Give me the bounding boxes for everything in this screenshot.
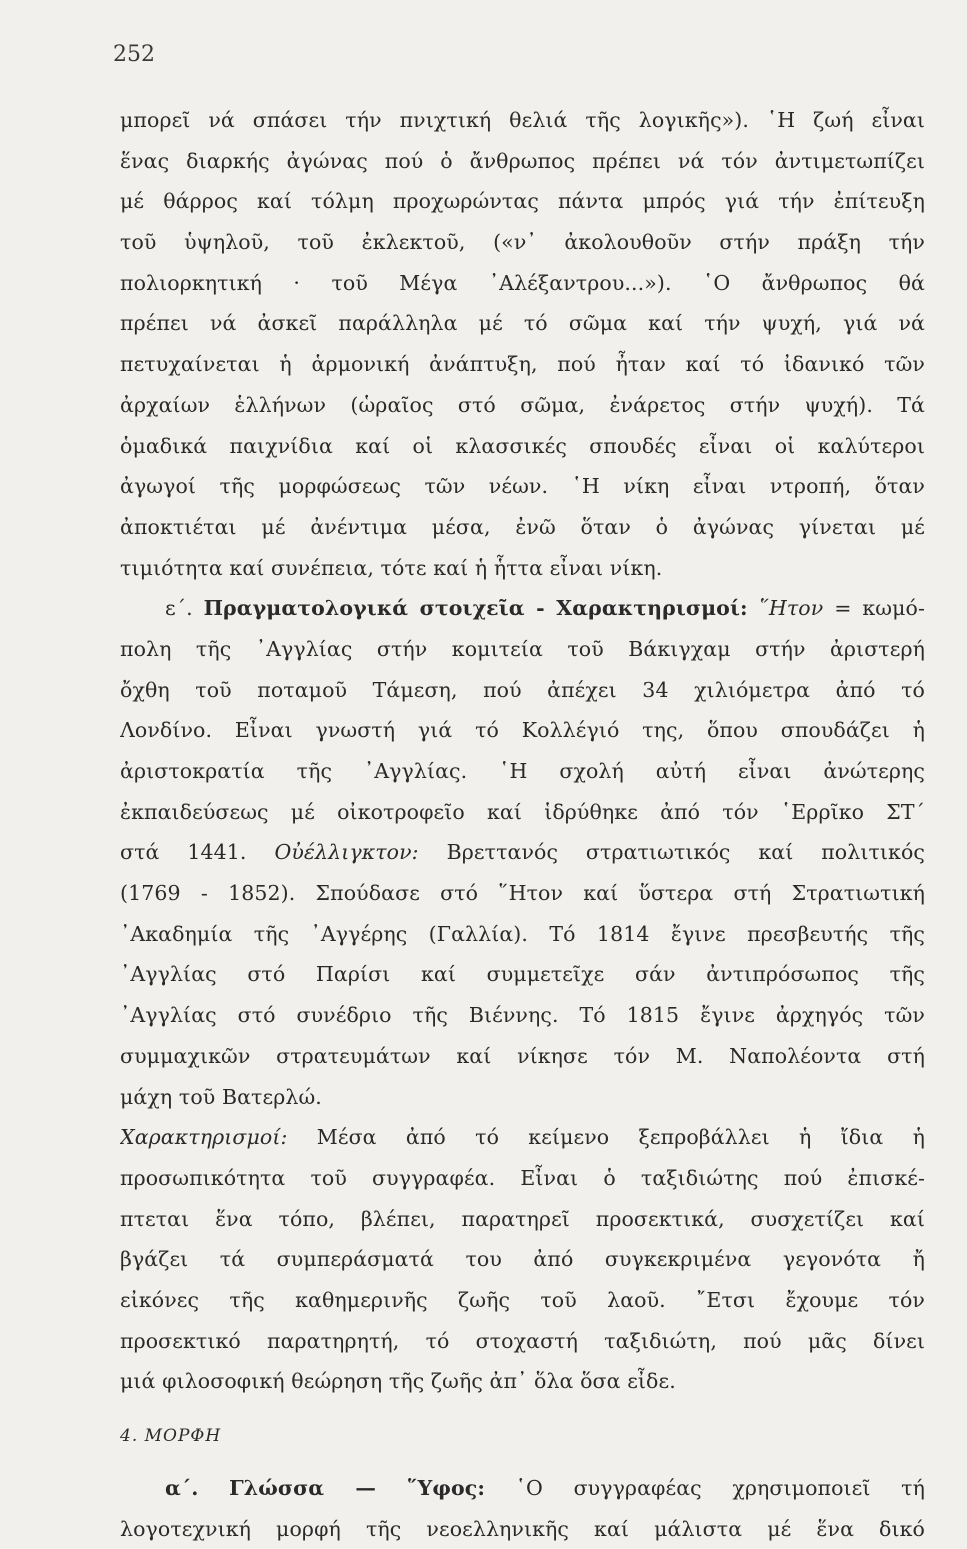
text-line: πολη τῆς ᾽Αγγλίας στήν κομιτεία τοῦ Βάκιγχαμ στήν ἀριστερή — [120, 636, 925, 661]
paragraph-2 — [120, 588, 925, 1402]
spacer — [120, 1454, 925, 1468]
section-title: 4. ΜΟΡΦΗ — [120, 1426, 222, 1446]
text-line: (1769 - 1852). Σπούδασε στό ῞Ητον καί ὕστερα στή Στρατιωτική — [120, 881, 925, 906]
text-line — [120, 1117, 925, 1158]
section-heading-line — [120, 588, 925, 629]
text-fragment: Βρεττανός στρατιωτικός καί πολιτικός — [446, 840, 925, 865]
term-characterizations: Χαρακτηρισμοί: — [120, 1125, 288, 1150]
page-body — [120, 100, 925, 1549]
text-line: ἀποκτιέται μέ ἀνέντιμα μέσα, ἐνῶ ὅταν ὁ ἀγώνας γίνεται μέ — [120, 514, 925, 539]
text-line: ὄχθη τοῦ ποταμοῦ Τάμεση, πού ἀπέχει 34 χιλιόμετρα ἀπό τό — [120, 677, 925, 702]
page-number: 252 — [113, 42, 155, 67]
text-line: βγάζει τά συμπεράσματά του ἀπό συγκεκριμένα γεγονότα ἤ — [120, 1247, 925, 1272]
text-line: προσεκτικό παρατηρητή, τό στοχαστή ταξιδιώτη, πού μᾶς δίνει — [120, 1328, 925, 1353]
text-line: πολιορκητική · τοῦ Μέγα ᾽Αλέξαντρου...»). ῾Ο ἄνθρωπος θά — [120, 270, 925, 295]
text-line: συμμαχικῶν στρατευμάτων καί νίκησε τόν Μ. Ναπολέοντα στή — [120, 1043, 925, 1068]
paragraph-1 — [120, 100, 925, 588]
text-line: πρέπει νά ἀσκεῖ παράλληλα μέ τό σῶμα καί τήν ψυχή, γιά νά — [120, 311, 925, 336]
text-line: εἰκόνες τῆς καθημερινῆς ζωῆς τοῦ λαοῦ. ῎Ετσι ἔχουμε τόν — [120, 1287, 925, 1312]
section-heading: Γλώσσα — ῞Υφος: — [229, 1476, 486, 1500]
text-fragment: ῾Ο συγγραφέας χρησιμοποιεῖ τή — [515, 1476, 925, 1500]
text-line — [120, 832, 925, 873]
text-line: πετυχαίνεται ἡ ἁρμονική ἀνάπτυξη, πού ἦταν καί τό ἰδανικό τῶν — [120, 352, 925, 377]
text-line: τοῦ ὑψηλοῦ, τοῦ ἐκλεκτοῦ, («ν᾽ ἀκολουθοῦν στήν πράξη τήν — [120, 230, 925, 255]
text-line: μιά φιλοσοφική θεώρηση τῆς ζωῆς ἀπ᾽ ὅλα ὅσα εἶδε. — [120, 1369, 676, 1394]
section-marker: ε΄. — [165, 596, 193, 621]
text-fragment: = κωμό- — [834, 596, 925, 621]
section-marker: α΄. — [165, 1476, 199, 1500]
text-fragment: Μέσα ἀπό τό κείμενο ξεπροβάλλει ἡ ἴδια ἡ — [316, 1125, 925, 1150]
paragraph-3 — [120, 1468, 925, 1549]
text-line: ἀγωγοί τῆς μορφώσεως τῶν νέων. ῾Η νίκη εἶναι ντροπή, ὅταν — [120, 474, 925, 499]
term-wellington: Οὐέλλιγκτον: — [274, 840, 419, 865]
text-line: ἀριστοκρατία τῆς ᾽Αγγλίας. ῾Η σχολή αὐτή εἶναι ἀνώτερης — [120, 759, 925, 783]
text-line: ἀρχαίων ἑλλήνων (ὡραῖος στό σῶμα, ἐνάρετος στήν ψυχή). Τά — [120, 392, 925, 417]
text-line: ᾽Αγγλίας στό Παρίσι καί συμμετεῖχε σάν ἀντιπρόσωπος τῆς — [120, 962, 925, 987]
text-line: ᾽Ακαδημία τῆς ᾽Αγγέρης (Γαλλία). Τό 1814 ἔγινε πρεσβευτής τῆς — [120, 921, 925, 946]
text-line: ἐκπαιδεύσεως μέ οἰκοτροφεῖο καί ἱδρύθηκε ἀπό τόν ῾Ερρῖκο ΣΤ΄ — [120, 799, 925, 824]
text-fragment: στά 1441. — [120, 840, 247, 865]
section-heading: Πραγματολογικά στοιχεῖα - Χαρακτηρισμοί: — [203, 596, 748, 621]
text-line: ᾽Αγγλίας στό συνέδριο τῆς Βιέννης. Τό 1815 ἔγινε ἀρχηγός τῶν — [120, 1003, 925, 1028]
text-line: Λονδίνο. Εἶναι γνωστή γιά τό Κολλέγιό της, ὅπου σπουδάζει ἡ — [120, 718, 925, 743]
text-line: ἕνας διαρκής ἀγώνας πού ὁ ἄνθρωπος πρέπει νά τόν ἀντιμετωπίζει — [120, 148, 925, 173]
text-line: προσωπικότητα τοῦ συγγραφέα. Εἶναι ὁ ταξιδιώτης πού ἐπισκέ- — [120, 1165, 925, 1190]
text-line: λογοτεχνική μορφή τῆς νεοελληνικῆς καί μάλιστα μέ ἕνα δικό — [120, 1516, 925, 1541]
section-heading-line — [120, 1468, 925, 1509]
text-line: μπορεῖ νά σπάσει τήν πνιχτική θελιά τῆς λογικῆς»). ῾Η ζωή εἶναι — [120, 108, 925, 132]
term-eton: ῞Ητον — [758, 596, 824, 621]
text-line: μέ θάρρος καί τόλμη προχωρώντας πάντα μπρός γιά τήν ἐπίτευξη — [120, 189, 925, 214]
text-line: πτεται ἕνα τόπο, βλέπει, παρατηρεῖ προσεκτικά, συσχετίζει καί — [120, 1206, 925, 1231]
text-line: ὁμαδικά παιχνίδια καί οἱ κλασσικές σπουδές εἶναι οἱ καλύτεροι — [120, 433, 925, 458]
text-line: μάχη τοῦ Βατερλώ. — [120, 1084, 322, 1109]
text-line: τιμιότητα καί συνέπεια, τότε καί ἡ ἧττα εἶναι νίκη. — [120, 555, 663, 580]
